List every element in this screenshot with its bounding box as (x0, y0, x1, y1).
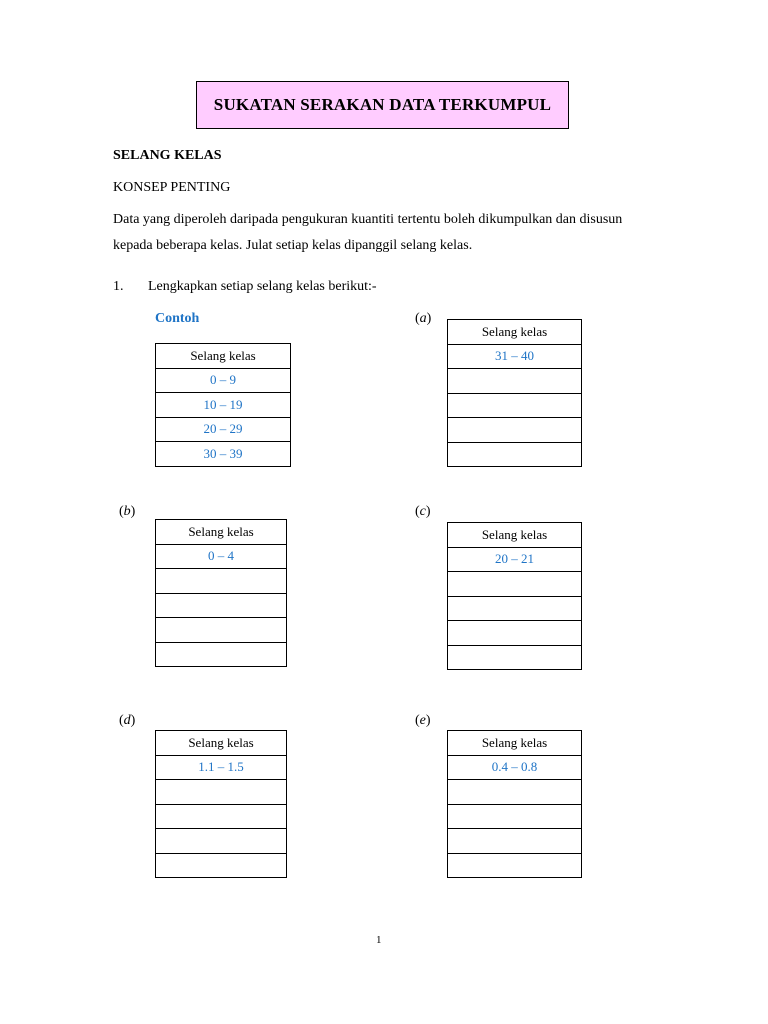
table-contoh (155, 343, 291, 467)
label-d: (d) (119, 713, 136, 728)
table-b (155, 519, 287, 667)
answer-cell[interactable] (156, 642, 287, 667)
table-cell: 10 – 19 (156, 393, 291, 418)
question-number: 1. (113, 279, 124, 294)
answer-cell[interactable] (156, 618, 287, 643)
answer-cell[interactable] (448, 369, 582, 394)
answer-cell[interactable] (448, 645, 582, 670)
answer-cell[interactable] (156, 569, 287, 594)
question-text: Lengkapkan setiap selang kelas berikut:- (148, 279, 377, 294)
section-heading: SELANG KELAS (113, 148, 222, 163)
page-title-box (196, 81, 569, 129)
label-a: (a) (415, 311, 432, 326)
table-cell: 20 – 29 (156, 417, 291, 442)
table-cell: 0.4 – 0.8 (448, 755, 582, 780)
table-header: Selang kelas (448, 320, 582, 345)
answer-cell[interactable] (448, 572, 582, 597)
table-cell: 0 – 4 (156, 544, 287, 569)
label-b: (b) (119, 504, 136, 519)
answer-cell[interactable] (156, 853, 287, 878)
paragraph-line-2: kepada beberapa kelas. Julat setiap kelas dipanggil selang kelas. (113, 238, 473, 253)
table-a (447, 319, 582, 467)
answer-cell[interactable] (448, 442, 582, 467)
answer-cell[interactable] (448, 621, 582, 646)
table-cell: 0 – 9 (156, 368, 291, 393)
table-d (155, 730, 287, 878)
table-cell: 20 – 21 (448, 547, 582, 572)
subheading: KONSEP PENTING (113, 180, 231, 195)
table-cell: 31 – 40 (448, 344, 582, 369)
table-e (447, 730, 582, 878)
answer-cell[interactable] (156, 593, 287, 618)
page-number: 1 (376, 934, 382, 946)
answer-cell[interactable] (448, 780, 582, 805)
table-c (447, 522, 582, 670)
table-cell: 1.1 – 1.5 (156, 755, 287, 780)
table-header: Selang kelas (448, 523, 582, 548)
answer-cell[interactable] (156, 780, 287, 805)
answer-cell[interactable] (448, 596, 582, 621)
label-e: (e) (415, 713, 431, 728)
answer-cell[interactable] (448, 418, 582, 443)
answer-cell[interactable] (448, 829, 582, 854)
table-header: Selang kelas (156, 344, 291, 369)
answer-cell[interactable] (448, 804, 582, 829)
answer-cell[interactable] (156, 804, 287, 829)
table-header: Selang kelas (156, 731, 287, 756)
answer-cell[interactable] (448, 393, 582, 418)
table-header: Selang kelas (156, 520, 287, 545)
table-header: Selang kelas (448, 731, 582, 756)
table-cell: 30 – 39 (156, 442, 291, 467)
paragraph-line-1: Data yang diperoleh daripada pengukuran kuantiti tertentu boleh dikumpulkan dan disusun (113, 212, 623, 227)
page-title: SUKATAN SERAKAN DATA TERKUMPUL (213, 95, 552, 114)
answer-cell[interactable] (156, 829, 287, 854)
example-label: Contoh (155, 311, 200, 326)
answer-cell[interactable] (448, 853, 582, 878)
label-c: (c) (415, 504, 431, 519)
